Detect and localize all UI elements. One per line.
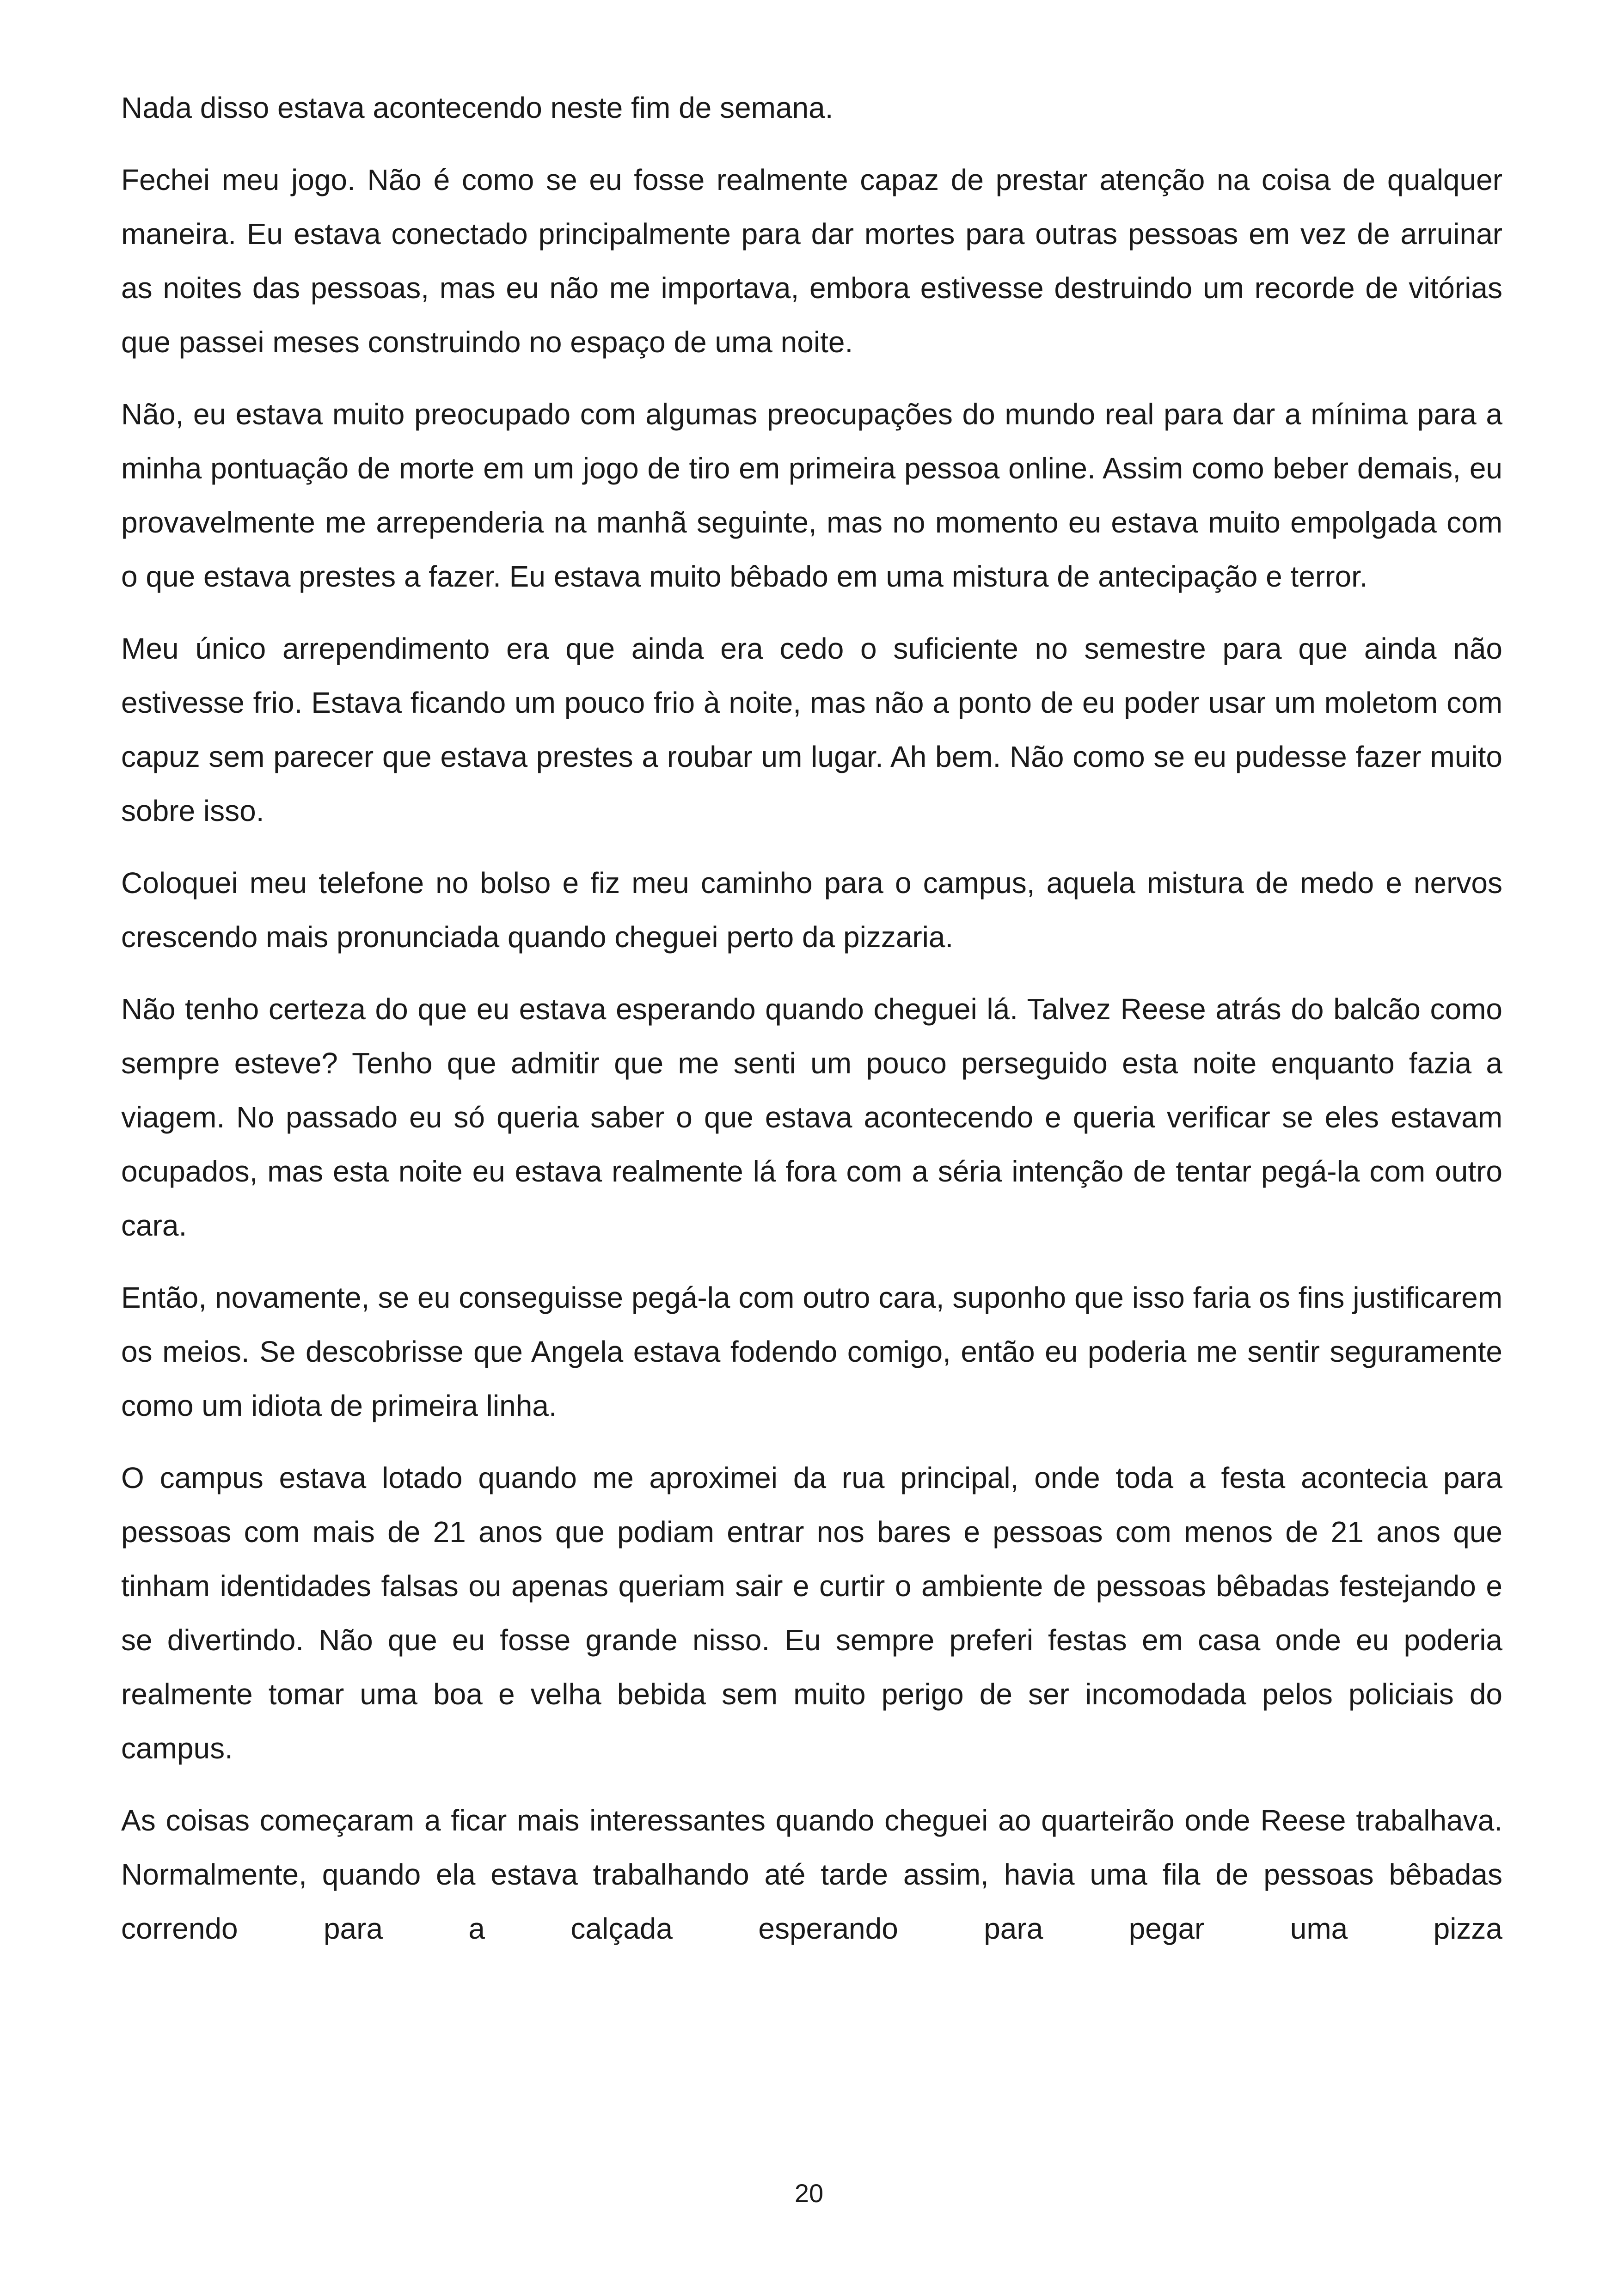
- paragraph-7: Então, novamente, se eu conseguisse pegá-la com outro cara, suponho que isso faria os fins justificarem os meios. Se descobrisse que Angela estava fodendo comigo, então eu poderia me sentir seguramente como um idiota de primeira linha.: [121, 1281, 1502, 1422]
- paragraph-5: Coloquei meu telefone no bolso e fiz meu caminho para o campus, aquela mistura de medo e nervos crescendo mais pronunciada quando cheguei perto da pizzaria.: [121, 866, 1502, 954]
- paragraph-4: Meu único arrependimento era que ainda era cedo o suficiente no semestre para que ainda não estivesse frio. Estava ficando um pouco frio à noite, mas não a ponto de eu poder usar um moletom com capuz sem parecer que estava prestes a roubar um lugar. Ah bem. Não como se eu pudesse fazer muito sobre isso.: [121, 632, 1502, 827]
- paragraph-1: Nada disso estava acontecendo neste fim de semana.: [121, 91, 834, 124]
- page-body: [121, 81, 1502, 1974]
- paragraph-2: Fechei meu jogo. Não é como se eu fosse realmente capaz de prestar atenção na coisa de qualquer maneira. Eu estava conectado principalmente para dar mortes para outras pessoas em vez de arruinar as noites das pessoas, mas eu não me importava, embora estivesse destruindo um recorde de vitórias que passei meses construindo no espaço de uma noite.: [121, 163, 1502, 359]
- paragraph-9: As coisas começaram a ficar mais interessantes quando cheguei ao quarteirão onde Reese trabalhava. Normalmente, quando ela estava trabalhando até tarde assim, havia uma fila de pessoas bêbadas correndo para a calçada esperando para pegar uma pizza: [121, 1804, 1502, 1945]
- paragraph-8: O campus estava lotado quando me aproximei da rua principal, onde toda a festa acontecia para pessoas com mais de 21 anos que podiam entrar nos bares e pessoas com menos de 21 anos que tinham identidades falsas ou apenas queriam sair e curtir o ambiente de pessoas bêbadas festejando e se divertindo. Não que eu fosse grande nisso. Eu sempre preferi festas em casa onde eu poderia realmente tomar uma boa e velha bebida sem muito perigo de ser incomodada pelos policiais do campus.: [121, 1461, 1502, 1765]
- paragraph-3: Não, eu estava muito preocupado com algumas preocupações do mundo real para dar a mínima para a minha pontuação de morte em um jogo de tiro em primeira pessoa online. Assim como beber demais, eu provavelmente me arrependeria na manhã seguinte, mas no momento eu estava muito empolgada com o que estava prestes a fazer. Eu estava muito bêbado em uma mistura de antecipação e terror.: [121, 398, 1502, 593]
- page-number: 20: [794, 2179, 824, 2208]
- paragraph-6: Não tenho certeza do que eu estava esperando quando cheguei lá. Talvez Reese atrás do balcão como sempre esteve? Tenho que admitir que me senti um pouco perseguido esta noite enquanto fazia a viagem. No passado eu só queria saber o que estava acontecendo e queria verificar se eles estavam ocupados, mas esta noite eu estava realmente lá fora com a séria intenção de tentar pegá-la com outro cara.: [121, 992, 1502, 1242]
